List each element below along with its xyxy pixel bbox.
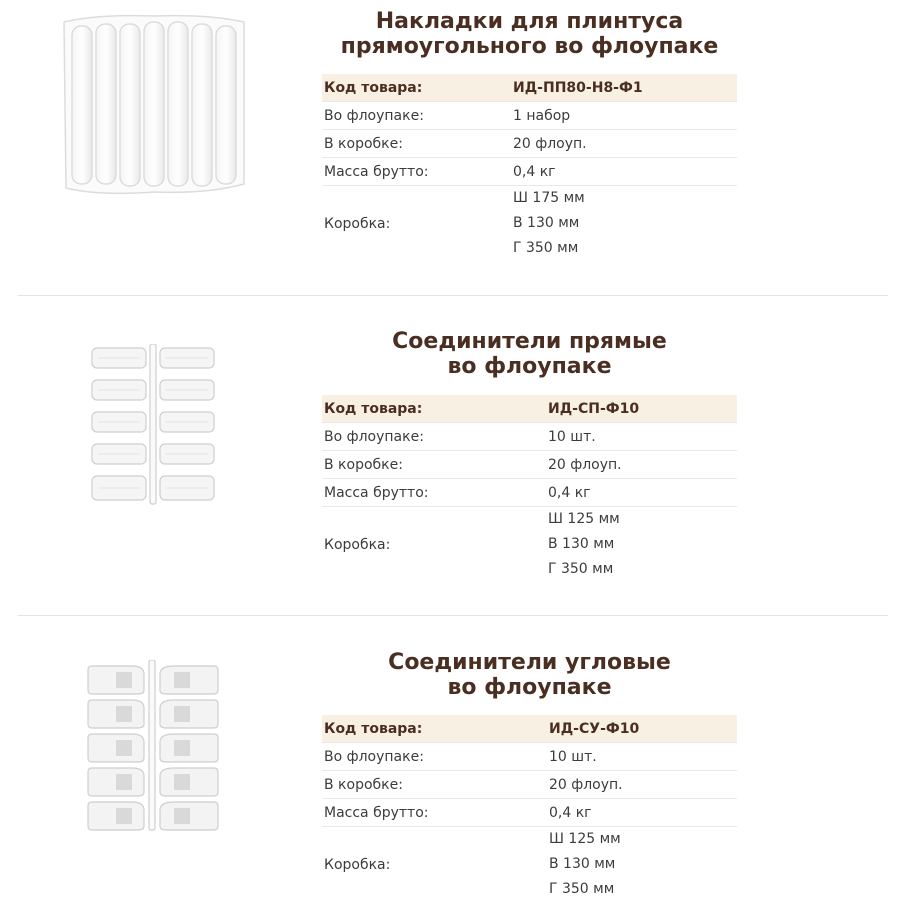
spec-row-weight: Масса брутто: 0,4 кг	[322, 479, 737, 507]
spec-row-code: Код товара: ИД-СП-Ф10	[322, 395, 737, 423]
spec-row-box: Коробка: Ш 175 мм В 130 мм Г 350 мм	[324, 190, 585, 256]
spec-row-pack: Во флоупаке: 10 шт.	[322, 423, 737, 451]
divider	[18, 295, 888, 296]
spec-row-pack: Во флоупаке: 1 набор	[322, 102, 737, 130]
divider	[18, 615, 888, 616]
product-title: Соединители прямые во флоупаке	[392, 329, 667, 379]
spec-row-code: Код товара: ИД-СУ-Ф10	[322, 715, 737, 743]
spec-row-weight: Масса брутто: 0,4 кг	[322, 158, 737, 186]
spec-row-box-qty: В коробке: 20 флоуп.	[322, 451, 737, 479]
spec-row-box-qty: В коробке: 20 флоуп.	[322, 130, 737, 158]
product-title: Соединители угловые во флоупаке	[388, 650, 671, 700]
spec-row-box: Коробка: Ш 125 мм В 130 мм Г 350 мм	[324, 511, 620, 577]
skirting-cover-blister-image	[58, 12, 250, 198]
straight-connector-blister-image	[88, 344, 218, 506]
spec-table	[322, 715, 737, 902]
spec-row-box-qty: В коробке: 20 флоуп.	[322, 771, 737, 799]
spec-row-box: Коробка: Ш 125 мм В 130 мм Г 350 мм	[324, 831, 621, 897]
product-title: Накладки для плинтуса прямоугольного во флоупаке	[340, 9, 719, 59]
spec-row-code: Код товара: ИД-ПП80-Н8-Ф1	[322, 74, 737, 102]
spec-row-pack: Во флоупаке: 10 шт.	[322, 743, 737, 771]
spec-table	[322, 74, 737, 261]
spec-row-weight: Масса брутто: 0,4 кг	[322, 799, 737, 827]
corner-connector-blister-image	[86, 660, 220, 832]
spec-table	[322, 395, 737, 582]
